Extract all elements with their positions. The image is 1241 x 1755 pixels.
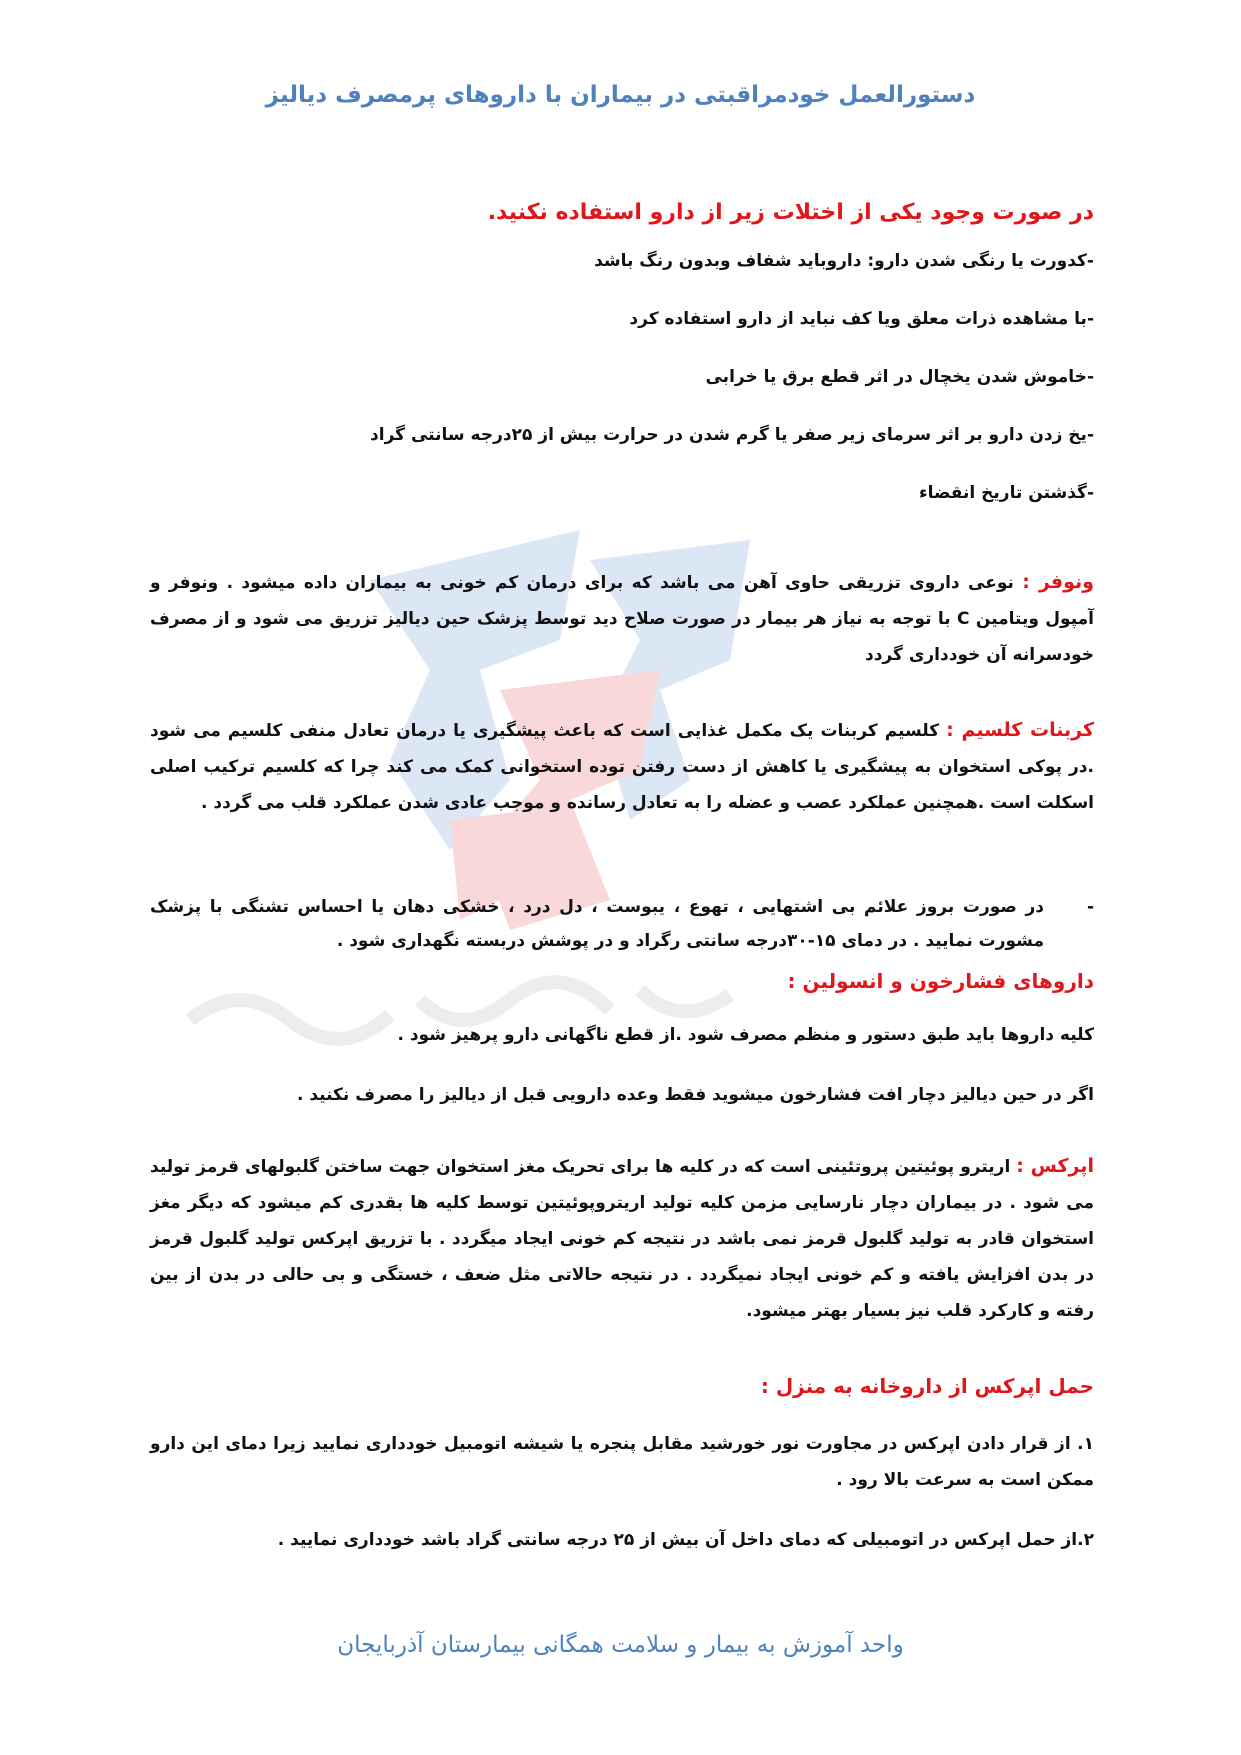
page-footer: واحد آموزش به بیمار و سلامت همگانی بیمارستان آذربایجان: [337, 1632, 904, 1658]
bp-insulin-line: کلیه داروها باید طبق دستور و منظم مصرف شود .از قطع ناگهانی دارو پرهیز شود .: [397, 1025, 1094, 1045]
bp-insulin-heading: داروهای فشارخون و انسولین :: [787, 969, 1094, 993]
calcium-bullet: [150, 890, 1094, 958]
bullet-dash: -: [1086, 897, 1094, 917]
transport-heading: حمل اپرکس از داروخانه به منزل :: [760, 1374, 1094, 1398]
calcium-bullet-text: در صورت بروز علائم بی اشتهایی ، تهوع ، یبوست ، دل درد ، خشکی دهان یا احساس تشنگی با پزشک مشورت نمایید . در دمای ۱۵-۳۰درجه سانتی رگراد و در پوشش دربسته نگهداری شود .: [150, 897, 1044, 951]
transport-item: ۲.از حمل اپرکس در اتومبیلی که دمای داخل آن بیش از ۲۵ درجه سانتی گراد باشد خودداری نمایید .: [277, 1530, 1094, 1550]
venofer-term: ونوفر :: [1022, 571, 1094, 593]
warning-item: -با مشاهده ذرات معلق ویا کف نباید از دارو استفاده کرد: [629, 309, 1094, 329]
calcium-paragraph: [150, 712, 1094, 821]
bp-insulin-section: [150, 963, 1094, 1113]
eprex-term: اپرکس :: [1016, 1155, 1094, 1177]
venofer-paragraph: [150, 564, 1094, 673]
eprex-text: اریترو پوئیتین پروتئینی است که در کلیه ها برای تحریک مغز استخوان جهت ساختن گلبولهای قرمز تولید می شود . در بیماران دچار نارسایی مزمن کلیه تولید اریتروپوئیتین توسط کلیه ها بقدری کم میشود که دیگر مغز استخوان قادر به تولید گلبول قرمز نمی باشد در نتیجه کم خونی ایجاد میگردد . با تزریق اپرکس تولید گلبول قرمز در بدن افزایش یافته و کم خونی ایجاد نمیگردد . در نتیجه حالاتی مثل ضعف ، خستگی و بی حالی در بدن از بین رفته و کارکرد قلب نیز بسیار بهتر میشود.: [150, 1157, 1094, 1321]
warning-item: -گذشتن تاریخ انقضاء: [918, 483, 1094, 503]
transport-section: [150, 1368, 1094, 1558]
warning-section: [150, 195, 1094, 533]
calcium-term: کربنات کلسیم :: [946, 719, 1094, 741]
bp-insulin-line: اگر در حین دیالیز دچار افت فشارخون میشوید فقط وعده دارویی قبل از دیالیز را مصرف نکنید .: [296, 1085, 1094, 1105]
transport-item: ۱. از قرار دادن اپرکس در مجاورت نور خورشید مقابل پنجره یا شیشه اتومبیل خودداری نمایید زیرا دمای این دارو ممکن است به سرعت بالا رود .: [150, 1434, 1094, 1490]
calcium-text: کلسیم کربنات یک مکمل غذایی است که باعث پیشگیری یا درمان تعادل منفی کلسیم می شود .در پوکی استخوان به پیشگیری یا کاهش از دست رفتن توده استخوانی کمک می کند چرا که کلسیم ترکیب اصلی اسکلت است .همچنین عملکرد عصب و عضله را به تعادل رسانده و موجب عادی شدن عملکرد قلب می گردد .: [150, 721, 1094, 813]
warning-item: -خاموش شدن یخچال در اثر قطع برق یا خرابی: [705, 367, 1094, 387]
warning-item: -یخ زدن دارو بر اثر سرمای زیر صفر یا گرم شدن در حرارت بیش از ۲۵درجه سانتی گراد: [370, 425, 1094, 445]
warning-heading: در صورت وجود یکی از اختلات زیر از دارو استفاده نکنید.: [487, 200, 1094, 225]
warning-item: -کدورت یا رنگی شدن دارو: داروباید شفاف وبدون رنگ باشد: [594, 251, 1094, 271]
venofer-text: نوعی داروی تزریقی حاوی آهن می باشد که برای درمان کم خونی به بیماران داده میشود . ونوفر و آمپول ویتامین C با توجه به نیاز هر بیمار در صورت صلاح دید توسط پزشک حین دیالیز تزریق می شود و از مصرف خودسرانه آن خودداری گردد: [150, 573, 1094, 665]
eprex-paragraph: [150, 1148, 1094, 1329]
page-title: دستورالعمل خودمراقبتی در بیماران با داروهای پرمصرف دیالیز: [265, 82, 976, 108]
